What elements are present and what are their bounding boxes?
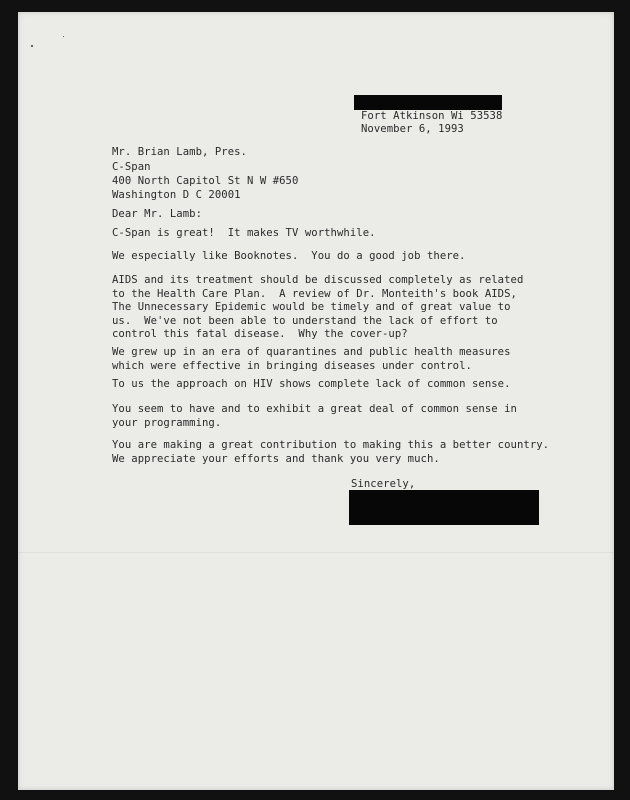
closing: Sincerely, — [351, 478, 416, 490]
letter-page — [18, 12, 614, 790]
paragraph-4: We grew up in an era of quarantines and public health measures which were effective in bringing diseases under control. — [112, 346, 511, 372]
recipient-line-1: Mr. Brian Lamb, Pres. — [112, 146, 247, 158]
paragraph-2: We especially like Booknotes. You do a good job there. — [112, 250, 466, 262]
paragraph-1: C-Span is great! It makes TV worthwhile. — [112, 227, 376, 239]
recipient-line-4: Washington D C 20001 — [112, 189, 241, 201]
scan-speck — [31, 45, 33, 47]
paper-fold-line — [18, 552, 614, 553]
recipient-line-2: C-Span — [112, 161, 151, 173]
paragraph-6: You seem to have and to exhibit a great deal of common sense in your programming. — [112, 403, 517, 429]
recipient-line-3: 400 North Capitol St N W #650 — [112, 175, 299, 187]
redacted-sender-name — [354, 95, 502, 110]
redacted-signature — [349, 490, 539, 525]
letter-date: November 6, 1993 — [361, 123, 464, 135]
paragraph-3: AIDS and its treatment should be discussed completely as related to the Health Care Plan. A review of Dr. Monteith's book AIDS, The Unnecessary Epidemic would be timely and of great value to us. We've not been able to understand the lack of effort to control this fatal disease. Why the cover-up? — [112, 274, 524, 340]
paragraph-5: To us the approach on HIV shows complete lack of common sense. — [112, 378, 511, 390]
sender-address: Fort Atkinson Wi 53538 — [361, 110, 503, 122]
salutation: Dear Mr. Lamb: — [112, 208, 202, 220]
paragraph-7: You are making a great contribution to making this a better country. We appreciate your efforts and thank you very much. — [112, 439, 550, 465]
scan-speck — [63, 36, 64, 37]
